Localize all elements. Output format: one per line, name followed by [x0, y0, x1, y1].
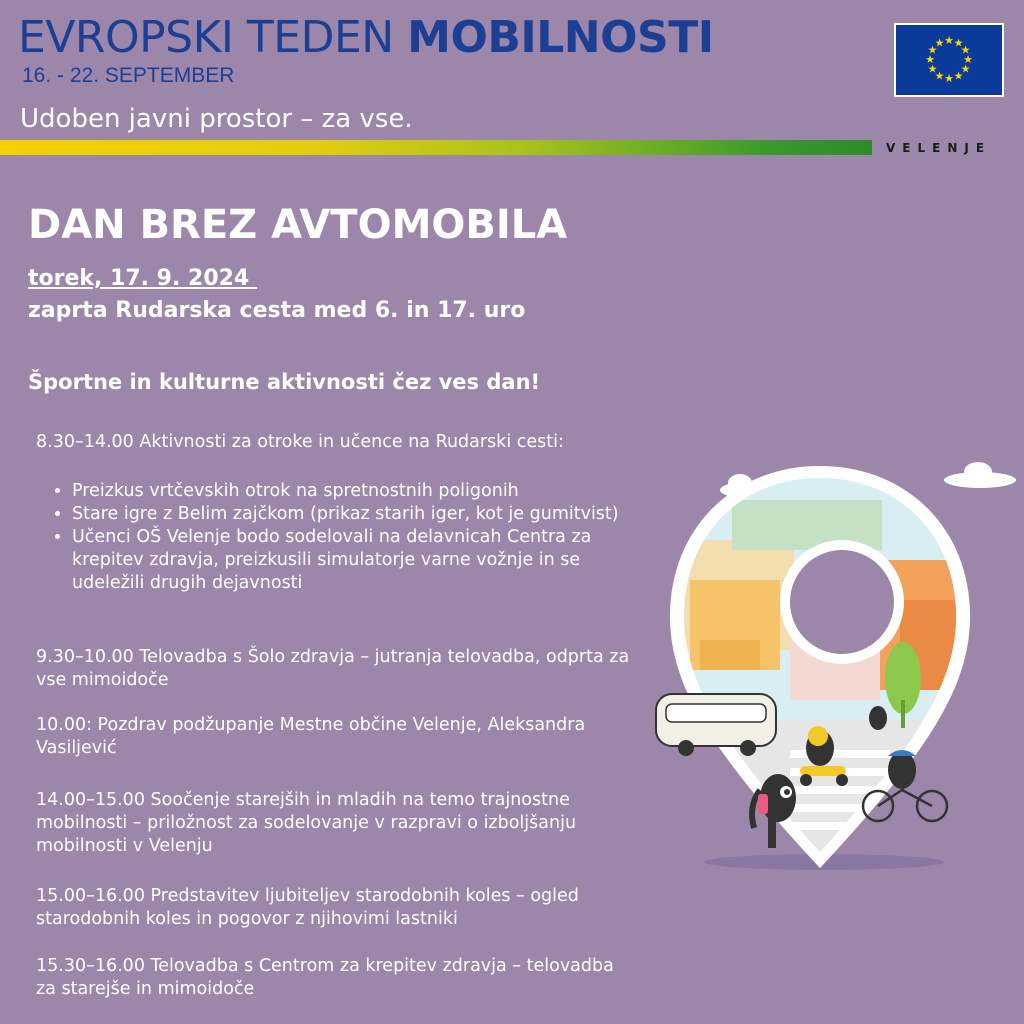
header-gradient-bar	[0, 140, 872, 155]
activity-bullet: • Preizkus vrtčevskih otrok na spretnostnih poligonih	[72, 480, 632, 503]
activities-subheading: Športne in kulturne aktivnosti čez ves dan!	[28, 370, 541, 394]
activity-bullet: • Stare igre z Belim zajčkom (prikaz starih iger, kot je gumitvist)	[72, 503, 632, 526]
activity-bullet: • Učenci OŠ Velenje bodo sodelovali na delavnicah Centra za krepitev zdravja, preizkusili simulatorje varne vožnje in se udeležili drugih dejavnosti	[72, 526, 632, 595]
city-logo-text: VELENJE	[886, 141, 992, 155]
svg-text:★: ★	[953, 69, 964, 83]
svg-text:★: ★	[934, 69, 945, 83]
activity-item: 8.30–14.00 Aktivnosti za otroke in učence na Rudarski cesti:	[36, 432, 564, 452]
header-dates: 16. - 22. SEPTEMBER	[22, 64, 235, 87]
activity-item: 14.00–15.00 Soočenje starejših in mladih na temo trajnostne mobilnosti – priložnost za sodelovanje v razpravi o izboljšanju mobilnosti v Velenju	[36, 790, 577, 856]
svg-text:★: ★	[960, 62, 971, 76]
svg-text:★: ★	[944, 72, 954, 85]
svg-text:★: ★	[925, 53, 935, 66]
svg-text:★: ★	[953, 36, 964, 50]
header-title	[18, 12, 714, 63]
header-title-light: EVROPSKI TEDEN	[18, 12, 394, 63]
svg-text:★: ★	[927, 43, 938, 57]
activity-item: 10.00: Pozdrav podžupanje Mestne občine Velenje, Aleksandra Vasiljević	[36, 715, 586, 758]
header-title-bold: MOBILNOSTI	[407, 12, 714, 63]
activity-bullet-list	[44, 480, 632, 595]
eu-stars	[896, 25, 1002, 95]
svg-text:★: ★	[944, 34, 954, 47]
eu-flag-icon	[894, 23, 1004, 97]
svg-text:★: ★	[963, 53, 973, 66]
svg-text:★: ★	[960, 43, 971, 57]
svg-text:★: ★	[927, 62, 938, 76]
mobility-pin-illustration	[640, 450, 1024, 890]
map-pin-icon	[640, 450, 1024, 890]
header-slogan: Udoben javni prostor – za vse.	[20, 104, 413, 134]
event-title: DAN BREZ AVTOMOBILA	[28, 202, 568, 248]
activity-item: 9.30–10.00 Telovadba s Šolo zdravja – jutranja telovadba, odprta za vse mimoidoče	[36, 647, 630, 690]
activity-item: 15.30–16.00 Telovadba s Centrom za krepitev zdravja – telovadba za starejše in mimoidoče	[36, 956, 614, 999]
tram-icon	[656, 694, 776, 756]
event-date: torek, 17. 9. 2024	[28, 266, 257, 291]
svg-text:★: ★	[934, 36, 945, 50]
road-closure-info: zaprta Rudarska cesta med 6. in 17. uro	[28, 298, 526, 323]
activity-item: 15.00–16.00 Predstavitev ljubiteljev starodobnih koles – ogled starodobnih koles in pogovor z njihovimi lastniki	[36, 886, 579, 929]
